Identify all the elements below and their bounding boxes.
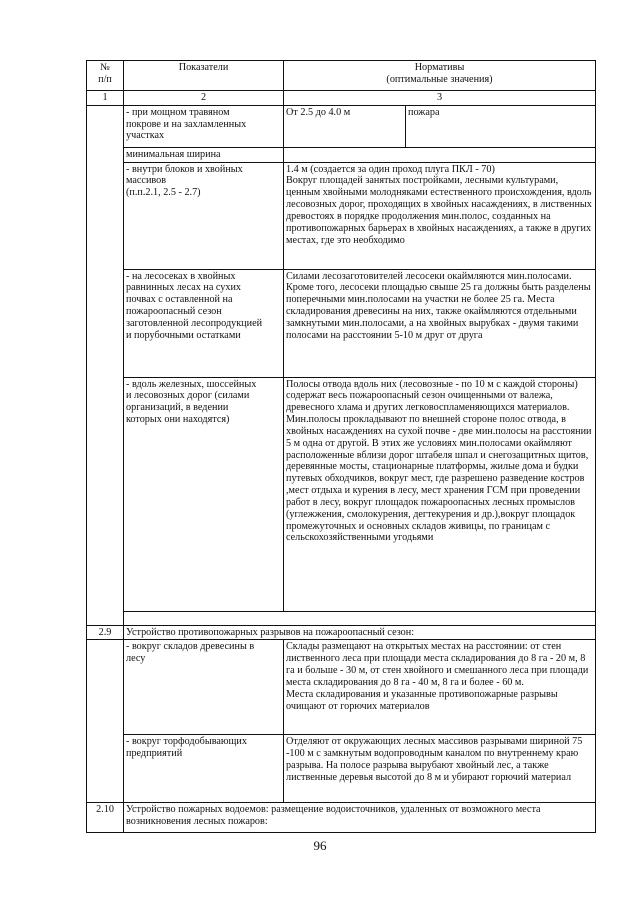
section-title-2-10: Устройство пожарных водоемов: размещение водоисточников, удаленных от возможного места возникновения лесных пожаров: <box>124 803 596 833</box>
row-indicator-timber-storage: - вокруг складов древесины в лесу <box>124 640 284 735</box>
row-value-timber-storage: Склады размещают на открытых местах на расстоянии: от стен лиственного леса при площади места складирования до 8 га - 20 м, 8 га и больше - 30 м, от стен хвойного и смешанного леса при площади места складирования до 8 га - 40 м, 8 га и более - 60 м. Места складирования и указанные противопожарные разрывы очищают от горючих материалов <box>284 640 596 735</box>
row-value-empty <box>284 147 596 162</box>
row-number-cell-2 <box>87 640 124 803</box>
row-indicator-cutting-areas: - на лесосеках в хвойных равнинных лесах на сухих почвах с оставленной на пожароопасный сезон заготовленной лесопродукцией и порубочными остатками <box>124 269 284 377</box>
row-value-peat: Отделяют от окружающих лесных массивов разрывами шириной 75 -100 м с замкнутым водопроводным каналом по внутреннему краю разрыва. На полосе разрыва вырубают хвойный лес, а также лиственные деревья высотой до 8 м и убирают горючий материал <box>284 735 596 803</box>
row-value-fire: пожара <box>406 105 596 147</box>
row-indicator-peat: - вокруг торфодобывающих предприятий <box>124 735 284 803</box>
section-number-2-10: 2.10 <box>87 803 124 833</box>
section-title-2-9: Устройство противопожарных разрывов на пожароопасный сезон: <box>124 625 596 640</box>
row-value-width-range: От 2.5 до 4.0 м <box>284 105 406 147</box>
column-number-2: 2 <box>124 91 284 106</box>
column-number-1: 1 <box>87 91 124 106</box>
section-number-2-9: 2.9 <box>87 625 124 640</box>
row-number-cell <box>87 105 124 625</box>
row-value-inside-blocks: 1.4 м (создается за один проход плуга ПКЛ - 70) Вокруг площадей занятых постройками, лесными культурами, ценным хвойными молодняками естественного происхождения, вдоль лесовозных дорог, проходящих в хвойных насаждениях, в лиственных древостоях в порядке продолжения мин.полос, созданных на противопожарных барьерах в хвойных насаждениях, а также в других местах, где это необходимо <box>284 162 596 269</box>
header-norms: Нормативы (оптимальные значения) <box>284 61 596 91</box>
row-value-along-roads: Полосы отвода вдоль них (лесовозные - по 10 м с каждой стороны) содержат весь пожароопасный сезон очищенными от валежа, древесного хлама и других легковоспламеняющихся материалов. Мин.полосы прокладывают по внешней стороне полос отвода, в хвойных насаждениях на сухой почве - две мин.полосы на расстоянии 5 м одна от другой. В этих же условиях мин.полосами окаймляют расположенные вблизи дорог штабеля шпал и снегозащитных щитов, деревянные мосты, стационарные платформы, жилые дома и будки путевых обходчиков, вокруг мест, где разрешено разведение костров ,мест отдыха и курения в лесу, мест хранения ГСМ при проведении работ в лесу, вокруг площадок пожароопасных лесных промыслов (углежжения, смолокурения, дегтекурения и др.),вокруг площадок промежуточных и основных складов живицы, по границам с сельскохозяйственными угодьями <box>284 377 596 611</box>
row-indicator-min-width: минимальная ширина <box>124 147 284 162</box>
column-number-3: 3 <box>284 91 596 106</box>
row-value-cutting-areas: Силами лесозаготовителей лесосеки окаймляются мин.полосами. Кроме того, лесосеки площадью свыше 25 га должны быть разделены поперечными мин.полосами на участки не более 25 га. Места складирования древесины на них, также окаймляются отдельными замкнутыми мин.полосами, а на хвойных вырубках - двумя такими полосами на расстоянии 5-10 м друг от друга <box>284 269 596 377</box>
page-number: 96 <box>313 838 327 853</box>
row-indicator-along-roads: - вдоль железных, шоссейных и лесовозных дорог (силами организаций, в ведении которых они находятся) <box>124 377 284 611</box>
norms-table <box>86 60 596 833</box>
row-indicator-inside-blocks: - внутри блоков и хвойных массивов (п.п.2.1, 2.5 - 2.7) <box>124 162 284 269</box>
header-indicators: Показатели <box>124 61 284 91</box>
row-indicator-heavy-grass: - при мощном травяном покрове и на захламленных участках <box>124 105 284 147</box>
header-num: № п/п <box>87 61 124 91</box>
row-empty-spacer <box>124 611 596 625</box>
